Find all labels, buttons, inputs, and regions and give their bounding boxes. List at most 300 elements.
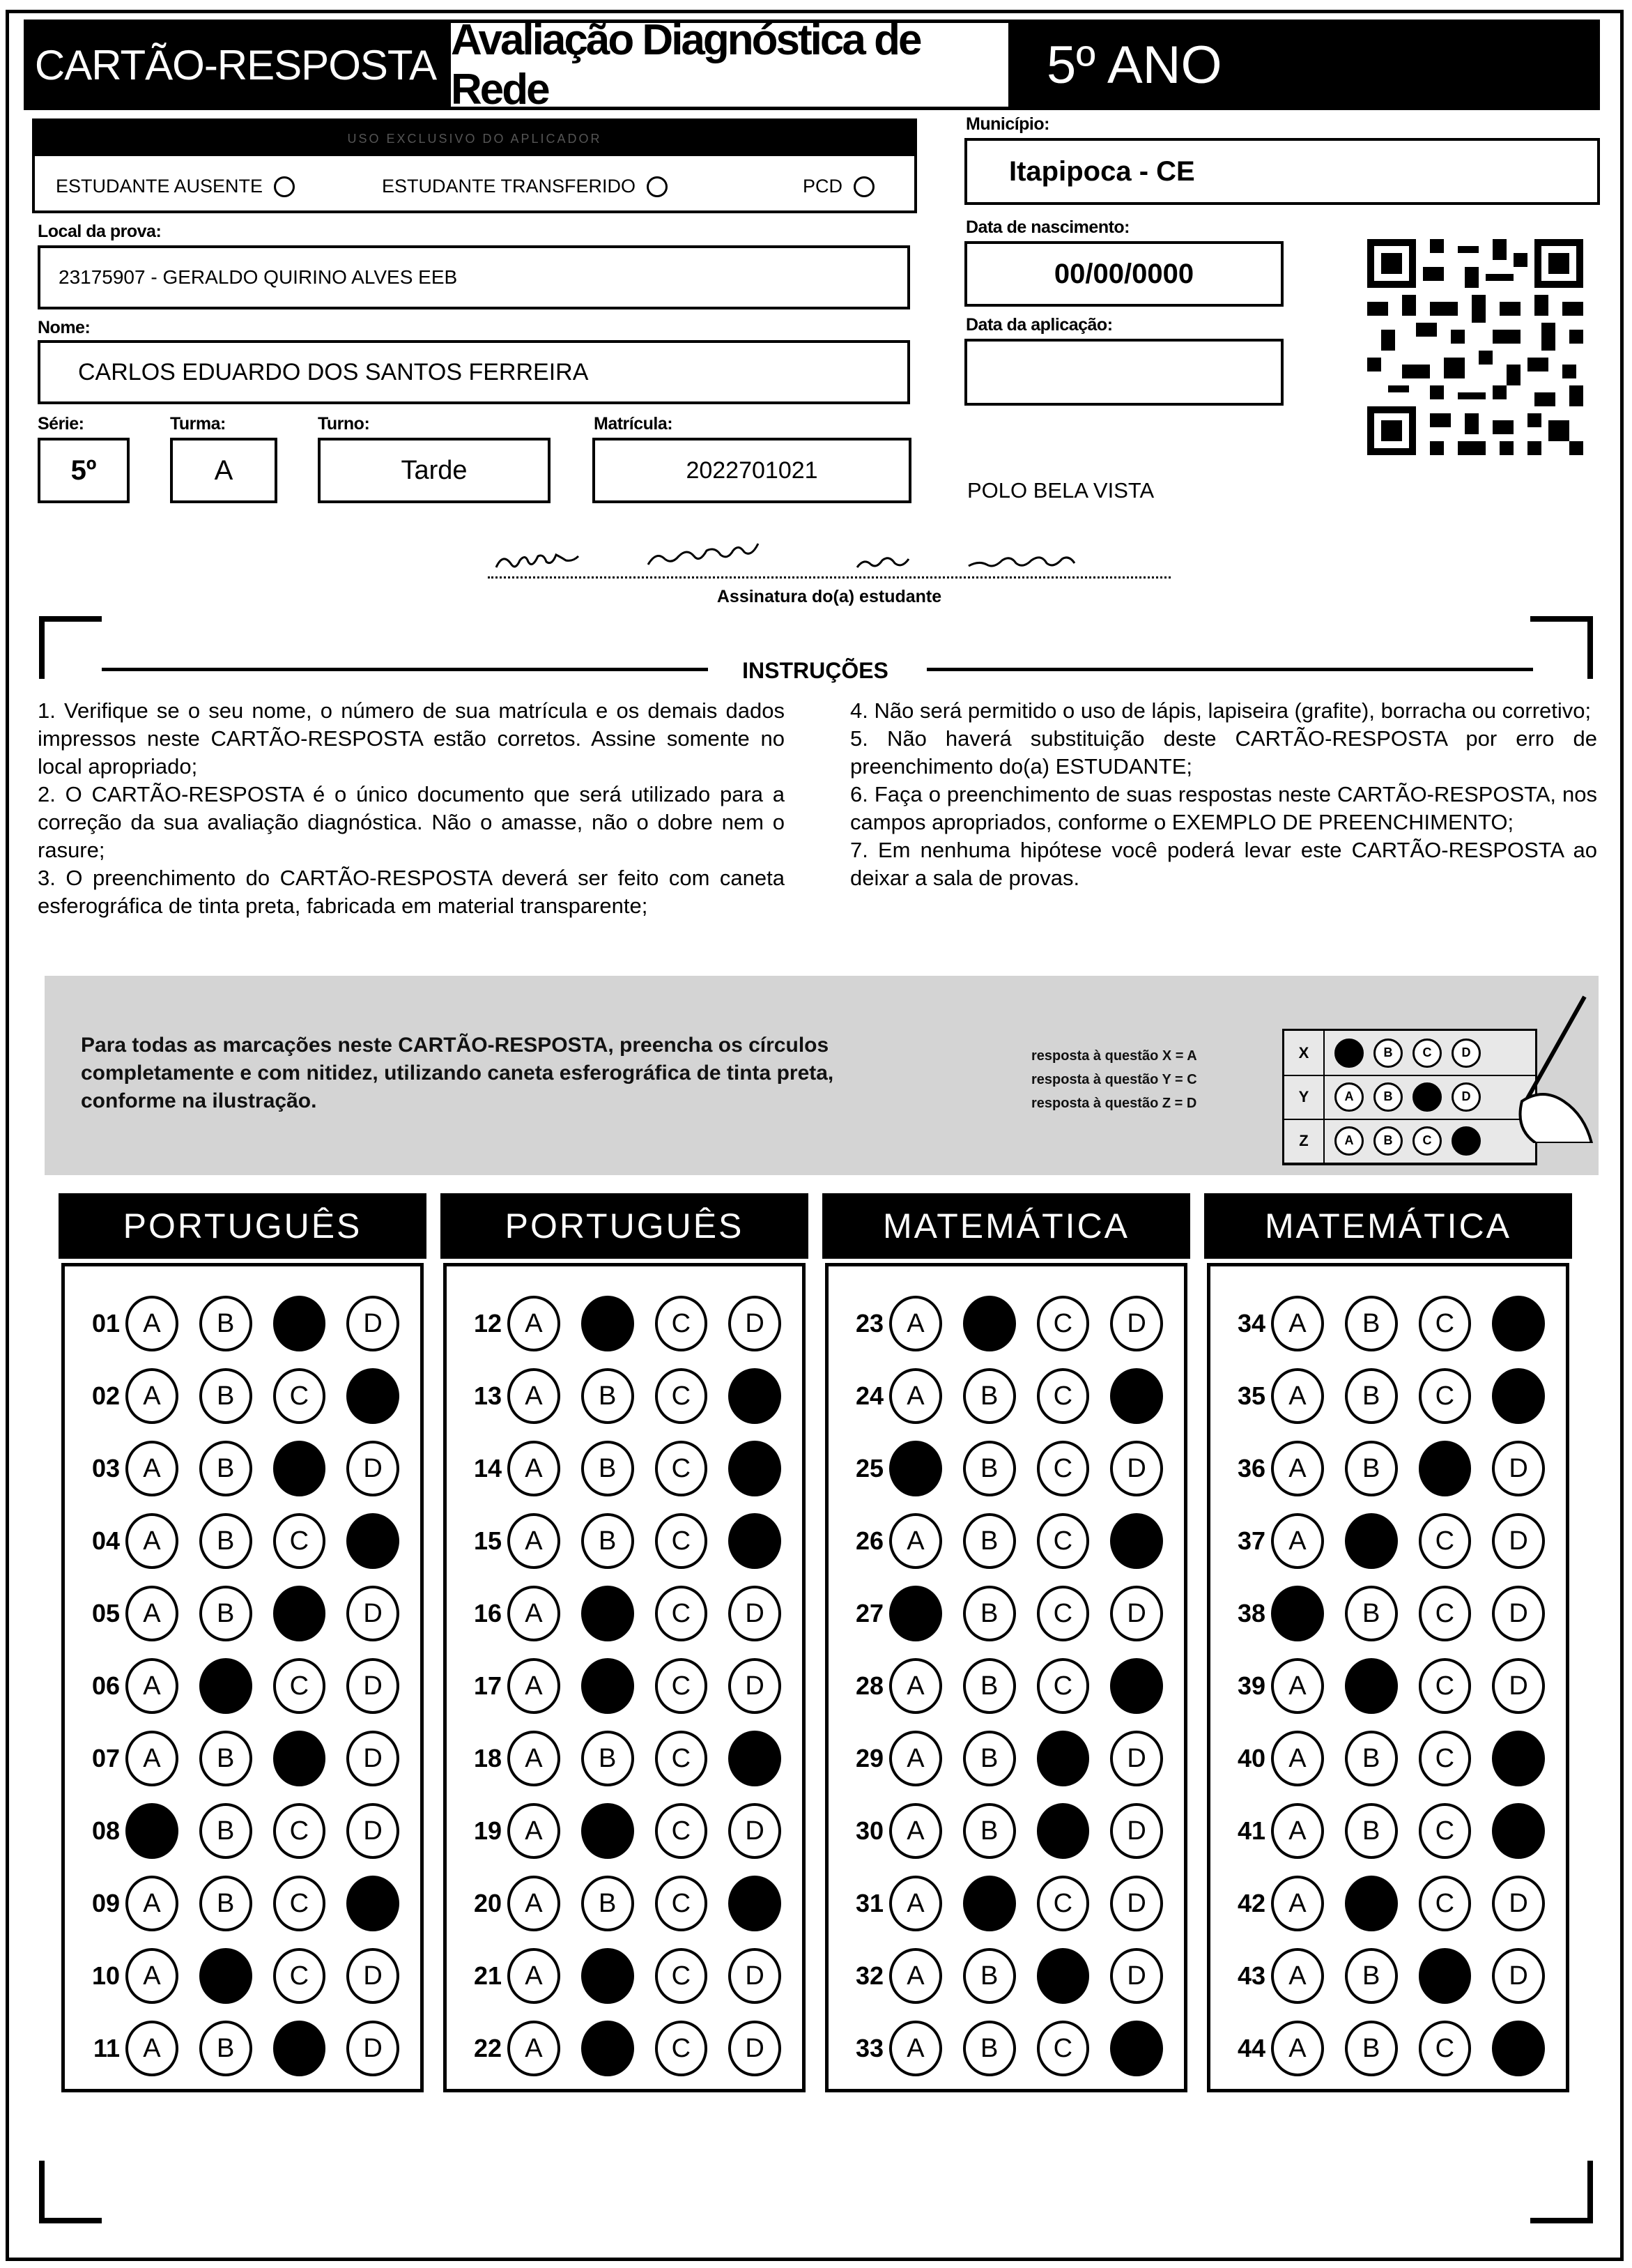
section-header: PORTUGUÊS xyxy=(59,1193,426,1259)
section-header: MATEMÁTICA xyxy=(1204,1193,1572,1259)
instruction-item: 3. O preenchimento do CARTÃO-RESPOSTA deverá ser feito com caneta esferográfica de tinta preta, fabricada em material transparente; xyxy=(38,866,785,918)
instructions-rule-right xyxy=(927,668,1533,671)
answer-bubble-c[interactable]: C xyxy=(1419,1658,1472,1714)
question-number: 27 xyxy=(855,1599,884,1627)
answer-bubble-d[interactable] xyxy=(728,1368,781,1424)
answer-bubble-b[interactable]: B xyxy=(199,1513,252,1569)
answer-bubble-c[interactable]: C xyxy=(1419,1731,1472,1786)
answer-bubble-d[interactable]: D xyxy=(1110,1731,1163,1786)
question-row xyxy=(829,1287,1184,1360)
question-row xyxy=(1210,1360,1566,1432)
answer-bubble-a[interactable]: A xyxy=(1271,1876,1324,1931)
answer-bubble-b[interactable]: B xyxy=(1345,1441,1398,1496)
answer-bubble-d[interactable] xyxy=(1492,1803,1545,1859)
section-header: MATEMÁTICA xyxy=(822,1193,1190,1259)
answer-bubble-a[interactable]: A xyxy=(125,1586,178,1641)
question-number: 18 xyxy=(473,1744,502,1772)
answer-bubble-d[interactable] xyxy=(1110,1368,1163,1424)
example-bubble: B xyxy=(1373,1126,1403,1156)
municipio-value: Itapipoca - CE xyxy=(1009,155,1195,187)
answer-bubble-b[interactable] xyxy=(1345,1658,1398,1714)
answer-bubble-a[interactable]: A xyxy=(507,2021,560,2076)
answer-bubble-a[interactable]: A xyxy=(889,1731,942,1786)
answer-bubble-a[interactable]: A xyxy=(1271,1368,1324,1424)
question-number: 03 xyxy=(91,1454,121,1482)
answer-bubble-d[interactable]: D xyxy=(728,1803,781,1859)
turno-field xyxy=(318,438,551,503)
answer-bubble-d[interactable]: D xyxy=(728,1586,781,1641)
question-row xyxy=(829,1360,1184,1432)
answer-bubble-c[interactable]: C xyxy=(655,1658,708,1714)
answer-bubble-d[interactable]: D xyxy=(1110,1876,1163,1931)
answer-bubble-d[interactable] xyxy=(1492,1296,1545,1351)
answer-bubble-c[interactable]: C xyxy=(273,1368,326,1424)
answer-bubble-b[interactable] xyxy=(581,1948,634,2004)
answer-bubble-c[interactable] xyxy=(1419,1441,1472,1496)
corner-mark-bottom-right xyxy=(1530,2161,1593,2223)
corner-mark-top-right xyxy=(1530,616,1593,679)
example-row-key: Y xyxy=(1284,1075,1325,1119)
answer-bubble-c[interactable]: C xyxy=(655,2021,708,2076)
serie-value: 5º xyxy=(70,454,97,486)
answer-bubble-d[interactable]: D xyxy=(346,1296,399,1351)
answer-bubble-c[interactable]: C xyxy=(1037,1368,1090,1424)
example-row-key: X xyxy=(1284,1031,1325,1075)
answer-bubble-c[interactable] xyxy=(1037,1803,1090,1859)
corner-mark-bottom-left xyxy=(39,2161,102,2223)
answer-bubble-a[interactable]: A xyxy=(889,1803,942,1859)
name-value: CARLOS EDUARDO DOS SANTOS FERREIRA xyxy=(78,358,589,385)
question-row xyxy=(1210,1795,1566,1867)
answer-bubble-a[interactable]: A xyxy=(507,1368,560,1424)
answer-bubble-c[interactable] xyxy=(273,1731,326,1786)
answer-bubble-b[interactable]: B xyxy=(963,1368,1016,1424)
answer-bubble-b[interactable]: B xyxy=(581,1368,634,1424)
answer-bubble-a[interactable] xyxy=(125,1803,178,1859)
answer-bubble-c[interactable]: C xyxy=(655,1876,708,1931)
instruction-item: 6. Faça o preenchimento de suas respostas neste CARTÃO-RESPOSTA, nos campos apropriados, conforme o EXEMPLO DE PREENCHIMENTO; xyxy=(850,782,1597,834)
answer-bubble-d[interactable]: D xyxy=(1492,1441,1545,1496)
answer-grid xyxy=(443,1263,806,2092)
question-row xyxy=(65,1432,420,1505)
signature-caption: Assinatura do(a) estudante xyxy=(716,587,942,606)
answer-bubble-b[interactable]: B xyxy=(199,2021,252,2076)
answer-bubble-b[interactable]: B xyxy=(199,1876,252,1931)
question-number: 11 xyxy=(93,2034,121,2062)
transferred-option[interactable] xyxy=(382,176,668,197)
answer-bubble-a[interactable]: A xyxy=(125,1296,178,1351)
question-row xyxy=(447,1795,802,1867)
answer-bubble-b[interactable] xyxy=(963,1876,1016,1931)
answer-bubble-b[interactable]: B xyxy=(581,1513,634,1569)
answer-bubble-c[interactable] xyxy=(273,1586,326,1641)
local-field xyxy=(38,245,910,309)
answer-bubble-d[interactable]: D xyxy=(346,2021,399,2076)
question-row xyxy=(1210,1722,1566,1795)
answer-bubble-c[interactable]: C xyxy=(1419,1513,1472,1569)
transferred-circle[interactable] xyxy=(647,176,668,197)
answer-bubble-a[interactable]: A xyxy=(507,1731,560,1786)
answer-bubble-d[interactable]: D xyxy=(1492,1658,1545,1714)
answer-bubble-a[interactable]: A xyxy=(507,1513,560,1569)
answer-bubble-a[interactable]: A xyxy=(125,1513,178,1569)
turno-label: Turno: xyxy=(318,414,370,434)
answer-bubble-b[interactable]: B xyxy=(963,1948,1016,2004)
legend-line: resposta à questão Y = C xyxy=(1031,1072,1197,1087)
applicator-box xyxy=(32,118,917,213)
instruction-item: 5. Não haverá substituição deste CARTÃO-RESPOSTA por erro de preenchimento do(a) ESTUDANTE; xyxy=(850,726,1597,779)
answer-bubble-a[interactable]: A xyxy=(1271,1948,1324,2004)
answer-bubble-c[interactable]: C xyxy=(1419,1876,1472,1931)
answer-bubble-c[interactable]: C xyxy=(1037,1296,1090,1351)
answer-bubble-d[interactable]: D xyxy=(1492,1948,1545,2004)
question-row xyxy=(65,1577,420,1650)
matricula-field xyxy=(592,438,911,503)
answer-bubble-b[interactable]: B xyxy=(581,1731,634,1786)
answer-bubble-b[interactable] xyxy=(581,2021,634,2076)
answer-grid xyxy=(1207,1263,1569,2092)
pcd-circle[interactable] xyxy=(854,176,875,197)
name-field xyxy=(38,340,910,404)
answer-bubble-d[interactable] xyxy=(728,1731,781,1786)
absent-option[interactable] xyxy=(56,176,295,197)
answer-bubble-b[interactable]: B xyxy=(963,1658,1016,1714)
answer-bubble-c[interactable]: C xyxy=(1419,1368,1472,1424)
answer-bubble-d[interactable]: D xyxy=(1110,1803,1163,1859)
grade-title: 5º ANO xyxy=(1012,20,1600,110)
answer-bubble-a[interactable]: A xyxy=(125,1441,178,1496)
answer-bubble-b[interactable] xyxy=(1345,1876,1398,1931)
question-number: 23 xyxy=(855,1309,884,1338)
answer-bubble-b[interactable]: B xyxy=(963,1513,1016,1569)
answer-bubble-b[interactable]: B xyxy=(199,1441,252,1496)
question-number: 16 xyxy=(473,1599,502,1627)
question-number: 20 xyxy=(473,1889,502,1917)
question-row xyxy=(447,1867,802,1940)
answer-bubble-d[interactable] xyxy=(346,1513,399,1569)
answer-bubble-b[interactable]: B xyxy=(963,2021,1016,2076)
answer-bubble-b[interactable]: B xyxy=(199,1586,252,1641)
answer-bubble-d[interactable] xyxy=(728,1441,781,1496)
example-bubble xyxy=(1412,1082,1442,1112)
answer-bubble-c[interactable]: C xyxy=(1037,1876,1090,1931)
question-number: 13 xyxy=(473,1381,502,1410)
answer-bubble-d[interactable] xyxy=(1110,1513,1163,1569)
instruction-item: 2. O CARTÃO-RESPOSTA é o único documento que será utilizado para a correção da sua avaliação diagnóstica. Não o amasse, não o dobre nem o rasure; xyxy=(38,782,785,862)
answer-bubble-d[interactable]: D xyxy=(728,1296,781,1351)
answer-bubble-a[interactable]: A xyxy=(507,1296,560,1351)
question-row xyxy=(447,1432,802,1505)
answer-bubble-b[interactable]: B xyxy=(199,1368,252,1424)
answer-bubble-c[interactable]: C xyxy=(1037,1658,1090,1714)
question-row xyxy=(447,1722,802,1795)
answer-bubble-c[interactable]: C xyxy=(655,1513,708,1569)
answer-bubble-b[interactable]: B xyxy=(1345,1948,1398,2004)
question-row xyxy=(1210,1505,1566,1577)
instructions-title: INSTRUÇÕES xyxy=(742,658,888,683)
answer-bubble-b[interactable]: B xyxy=(1345,2021,1398,2076)
answer-bubble-c[interactable]: C xyxy=(655,1441,708,1496)
answer-bubble-d[interactable]: D xyxy=(1110,1441,1163,1496)
answer-bubble-d[interactable]: D xyxy=(346,1948,399,2004)
answer-bubble-c[interactable]: C xyxy=(655,1731,708,1786)
pcd-option[interactable] xyxy=(803,176,875,197)
answer-bubble-d[interactable] xyxy=(728,1513,781,1569)
answer-bubble-a[interactable]: A xyxy=(507,1441,560,1496)
question-number: 44 xyxy=(1237,2034,1266,2062)
question-row xyxy=(65,1795,420,1867)
answer-bubble-b[interactable]: B xyxy=(963,1803,1016,1859)
question-row xyxy=(65,1867,420,1940)
question-number: 02 xyxy=(91,1381,121,1410)
example-bubble: A xyxy=(1334,1082,1364,1112)
answer-bubble-a[interactable]: A xyxy=(889,1368,942,1424)
answer-bubble-c[interactable]: C xyxy=(273,1658,326,1714)
answer-bubble-c[interactable] xyxy=(1419,1948,1472,2004)
answer-bubble-d[interactable] xyxy=(728,1876,781,1931)
instruction-item: 4. Não será permitido o uso de lápis, lapiseira (grafite), borracha ou corretivo; xyxy=(850,698,1592,723)
answer-bubble-c[interactable]: C xyxy=(1037,1441,1090,1496)
answer-bubble-b[interactable] xyxy=(581,1586,634,1641)
answer-bubble-b[interactable]: B xyxy=(963,1731,1016,1786)
question-number: 08 xyxy=(91,1816,121,1845)
answer-bubble-a[interactable]: A xyxy=(507,1876,560,1931)
question-number: 28 xyxy=(855,1671,884,1700)
answer-bubble-a[interactable] xyxy=(889,1441,942,1496)
question-number: 06 xyxy=(91,1671,121,1700)
answer-bubble-b[interactable]: B xyxy=(1345,1803,1398,1859)
answer-bubble-d[interactable]: D xyxy=(1110,1948,1163,2004)
answer-bubble-a[interactable]: A xyxy=(125,1731,178,1786)
answer-bubble-b[interactable] xyxy=(581,1803,634,1859)
answer-bubble-c[interactable]: C xyxy=(1037,1586,1090,1641)
answer-bubble-d[interactable]: D xyxy=(346,1658,399,1714)
answer-bubble-a[interactable]: A xyxy=(1271,1513,1324,1569)
answer-bubble-a[interactable]: A xyxy=(1271,1296,1324,1351)
answer-bubble-c[interactable]: C xyxy=(1419,1586,1472,1641)
question-row xyxy=(447,1577,802,1650)
answer-bubble-d[interactable]: D xyxy=(346,1586,399,1641)
aplicacao-label: Data da aplicação: xyxy=(966,315,1113,335)
question-number: 38 xyxy=(1237,1599,1266,1627)
answer-bubble-d[interactable]: D xyxy=(346,1441,399,1496)
answer-bubble-d[interactable] xyxy=(1492,2021,1545,2076)
answer-bubble-d[interactable] xyxy=(346,1876,399,1931)
answer-bubble-a[interactable]: A xyxy=(125,1368,178,1424)
answer-bubble-d[interactable]: D xyxy=(1492,1876,1545,1931)
answer-bubble-c[interactable]: C xyxy=(655,1948,708,2004)
question-row xyxy=(1210,1867,1566,1940)
section-header: PORTUGUÊS xyxy=(440,1193,808,1259)
answer-bubble-c[interactable]: C xyxy=(273,1513,326,1569)
answer-bubble-b[interactable] xyxy=(963,1296,1016,1351)
question-number: 36 xyxy=(1237,1454,1266,1482)
answer-bubble-b[interactable]: B xyxy=(581,1441,634,1496)
question-number: 12 xyxy=(473,1309,502,1338)
answer-bubble-d[interactable] xyxy=(1110,2021,1163,2076)
question-number: 15 xyxy=(473,1526,502,1555)
answer-bubble-d[interactable]: D xyxy=(346,1731,399,1786)
question-row xyxy=(65,1650,420,1722)
answer-bubble-a[interactable]: A xyxy=(125,1658,178,1714)
fill-example-banner xyxy=(45,976,1599,1175)
question-number: 10 xyxy=(91,1961,121,1990)
answer-bubble-b[interactable] xyxy=(581,1658,634,1714)
question-number: 05 xyxy=(91,1599,121,1627)
answer-bubble-a[interactable]: A xyxy=(1271,1803,1324,1859)
answer-bubble-b[interactable]: B xyxy=(199,1803,252,1859)
qr-code-icon xyxy=(1367,237,1583,457)
local-value: 23175907 - GERALDO QUIRINO ALVES EEB xyxy=(59,266,458,288)
answer-bubble-b[interactable]: B xyxy=(199,1296,252,1351)
answer-bubble-d[interactable]: D xyxy=(1110,1586,1163,1641)
answer-bubble-d[interactable]: D xyxy=(1110,1296,1163,1351)
answer-bubble-a[interactable]: A xyxy=(1271,1658,1324,1714)
answer-bubble-a[interactable]: A xyxy=(507,1803,560,1859)
turma-field xyxy=(170,438,277,503)
answer-bubble-c[interactable]: C xyxy=(655,1586,708,1641)
answer-bubble-a[interactable]: A xyxy=(125,1876,178,1931)
example-bubble: C xyxy=(1412,1126,1442,1156)
answer-bubble-b[interactable]: B xyxy=(1345,1586,1398,1641)
question-number: 29 xyxy=(855,1744,884,1772)
answer-bubble-a[interactable]: A xyxy=(889,1658,942,1714)
question-number: 22 xyxy=(473,2034,502,2062)
answer-bubble-a[interactable]: A xyxy=(507,1948,560,2004)
answer-bubble-b[interactable]: B xyxy=(963,1441,1016,1496)
example-bubble xyxy=(1334,1039,1364,1068)
nascimento-field xyxy=(964,241,1284,307)
legend-line: resposta à questão Z = D xyxy=(1031,1096,1197,1111)
answer-bubble-b[interactable]: B xyxy=(1345,1296,1398,1351)
answer-bubble-b[interactable] xyxy=(199,1948,252,2004)
question-row xyxy=(829,1650,1184,1722)
answer-bubble-a[interactable]: A xyxy=(889,2021,942,2076)
example-bubble: B xyxy=(1373,1039,1403,1068)
answer-bubble-c[interactable]: C xyxy=(655,1803,708,1859)
nascimento-label: Data de nascimento: xyxy=(966,217,1130,237)
answer-bubble-b[interactable]: B xyxy=(963,1586,1016,1641)
question-row xyxy=(65,2012,420,2085)
legend-line: resposta à questão X = A xyxy=(1031,1048,1197,1064)
question-number: 07 xyxy=(91,1744,121,1772)
example-bubble: C xyxy=(1412,1039,1442,1068)
answer-bubble-c[interactable]: C xyxy=(1419,1296,1472,1351)
example-bubble: D xyxy=(1452,1082,1481,1112)
answer-bubble-c[interactable] xyxy=(1037,1948,1090,2004)
question-number: 04 xyxy=(91,1526,121,1555)
answer-bubble-c[interactable]: C xyxy=(1037,1513,1090,1569)
pcd-label: PCD xyxy=(803,176,843,197)
answer-bubble-c[interactable]: C xyxy=(1419,1803,1472,1859)
answer-bubble-a[interactable] xyxy=(889,1586,942,1641)
question-number: 40 xyxy=(1237,1744,1266,1772)
fill-example-legend xyxy=(1031,1044,1197,1115)
question-number: 09 xyxy=(91,1889,121,1917)
answer-bubble-a[interactable]: A xyxy=(125,1948,178,2004)
answer-bubble-d[interactable] xyxy=(346,1368,399,1424)
answer-bubble-d[interactable] xyxy=(1110,1658,1163,1714)
answer-bubble-d[interactable]: D xyxy=(346,1803,399,1859)
answer-bubble-c[interactable]: C xyxy=(655,1368,708,1424)
question-number: 32 xyxy=(855,1961,884,1990)
question-row xyxy=(447,1360,802,1432)
absent-circle[interactable] xyxy=(274,176,295,197)
answer-bubble-c[interactable] xyxy=(1037,1731,1090,1786)
answer-bubble-c[interactable]: C xyxy=(655,1296,708,1351)
answer-bubble-d[interactable] xyxy=(1492,1731,1545,1786)
answer-bubble-d[interactable]: D xyxy=(1492,1513,1545,1569)
serie-label: Série: xyxy=(38,414,84,434)
answer-bubble-d[interactable] xyxy=(1492,1368,1545,1424)
answer-bubble-a[interactable]: A xyxy=(889,1876,942,1931)
question-row xyxy=(65,1287,420,1360)
question-row xyxy=(65,1505,420,1577)
answer-bubble-b[interactable] xyxy=(199,1658,252,1714)
answer-bubble-b[interactable] xyxy=(581,1296,634,1351)
answer-bubble-c[interactable]: C xyxy=(1037,2021,1090,2076)
example-bubble: A xyxy=(1334,1126,1364,1156)
question-number: 17 xyxy=(473,1671,502,1700)
absent-label: ESTUDANTE AUSENTE xyxy=(56,176,263,197)
applicator-bar: USO EXCLUSIVO DO APLICADOR xyxy=(35,121,914,156)
answer-bubble-c[interactable]: C xyxy=(1419,2021,1472,2076)
question-row xyxy=(1210,1432,1566,1505)
answer-bubble-b[interactable]: B xyxy=(1345,1368,1398,1424)
question-row xyxy=(65,1722,420,1795)
answer-bubble-c[interactable]: C xyxy=(273,1803,326,1859)
answer-bubble-d[interactable]: D xyxy=(728,1948,781,2004)
answer-bubble-c[interactable] xyxy=(273,2021,326,2076)
answer-bubble-c[interactable] xyxy=(273,1441,326,1496)
question-number: 30 xyxy=(855,1816,884,1845)
answer-bubble-c[interactable] xyxy=(273,1296,326,1351)
aplicacao-field[interactable] xyxy=(964,339,1284,406)
answer-bubble-b[interactable]: B xyxy=(581,1876,634,1931)
answer-bubble-a[interactable]: A xyxy=(507,1586,560,1641)
question-row xyxy=(1210,2012,1566,2085)
answer-bubble-a[interactable]: A xyxy=(889,1948,942,2004)
answer-bubble-a[interactable] xyxy=(1271,1586,1324,1641)
question-number: 01 xyxy=(91,1309,121,1338)
answer-grid xyxy=(61,1263,424,2092)
question-row xyxy=(447,1287,802,1360)
answer-bubble-d[interactable]: D xyxy=(728,2021,781,2076)
answer-bubble-a[interactable]: A xyxy=(1271,1731,1324,1786)
question-row xyxy=(829,2012,1184,2085)
answer-bubble-d[interactable]: D xyxy=(1492,1586,1545,1641)
answer-bubble-a[interactable]: A xyxy=(1271,1441,1324,1496)
answer-bubble-a[interactable]: A xyxy=(1271,2021,1324,2076)
answer-bubble-b[interactable] xyxy=(1345,1513,1398,1569)
answer-bubble-d[interactable]: D xyxy=(728,1658,781,1714)
answer-bubble-a[interactable]: A xyxy=(889,1513,942,1569)
card-title: CARTÃO-RESPOSTA xyxy=(24,20,447,110)
answer-bubble-a[interactable]: A xyxy=(889,1296,942,1351)
answer-bubble-c[interactable]: C xyxy=(273,1876,326,1931)
answer-bubble-c[interactable]: C xyxy=(273,1948,326,2004)
answer-bubble-b[interactable]: B xyxy=(199,1731,252,1786)
hand-pen-icon xyxy=(1494,990,1599,1143)
nascimento-value: 00/00/0000 xyxy=(1054,258,1194,289)
question-row xyxy=(829,1577,1184,1650)
answer-bubble-b[interactable]: B xyxy=(1345,1731,1398,1786)
question-row xyxy=(447,2012,802,2085)
answer-bubble-a[interactable]: A xyxy=(125,2021,178,2076)
question-row xyxy=(1210,1577,1566,1650)
example-bubble xyxy=(1452,1126,1481,1156)
answer-bubble-a[interactable]: A xyxy=(507,1658,560,1714)
